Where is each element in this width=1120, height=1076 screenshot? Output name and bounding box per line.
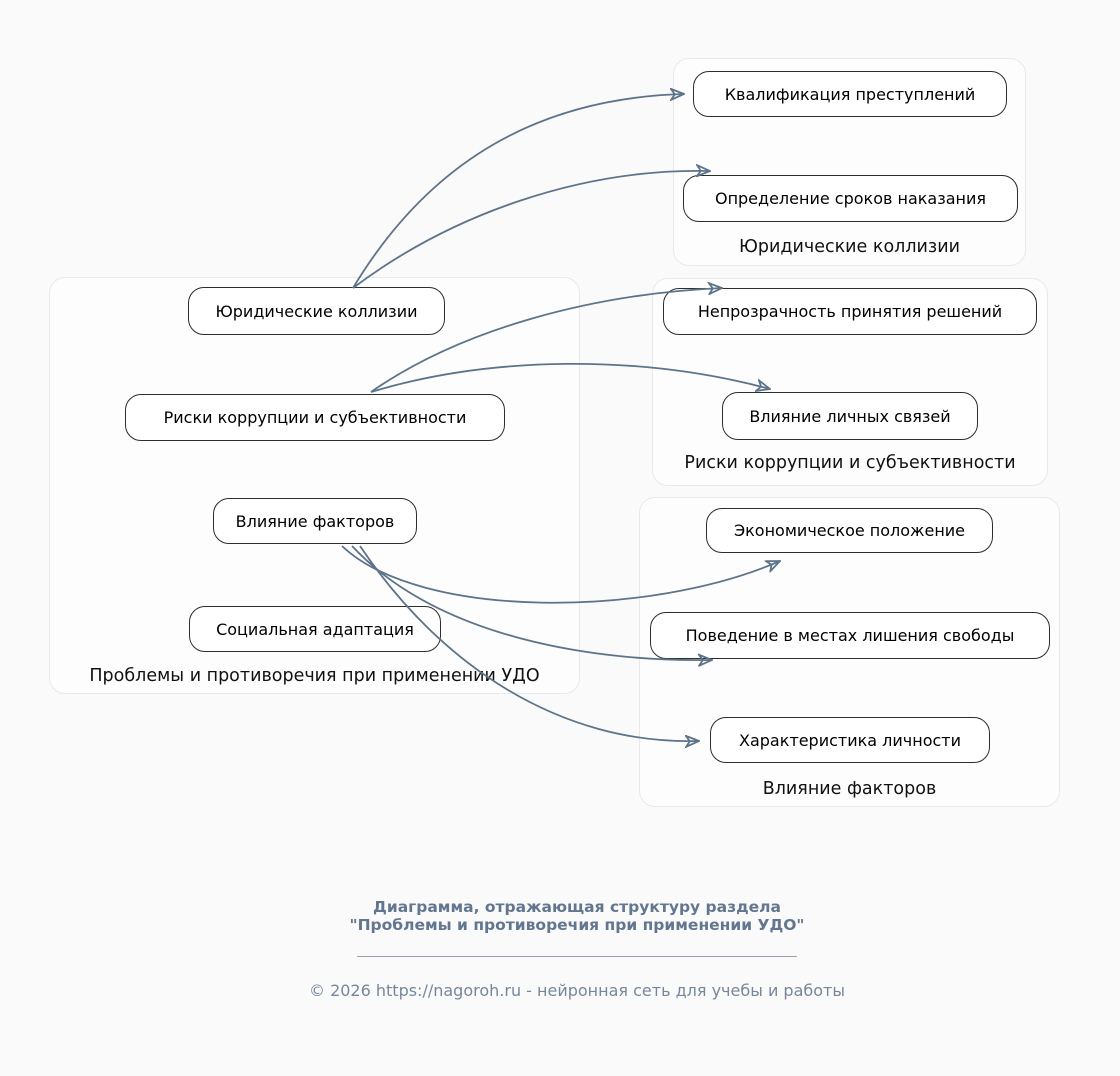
- node-sentencing-terms: Определение сроков наказания: [683, 175, 1018, 222]
- node-legal-collisions: Юридические коллизии: [188, 287, 445, 335]
- node-corruption-risks: Риски коррупции и субъективности: [125, 394, 505, 441]
- node-social-adaptation: Социальная адаптация: [189, 606, 441, 652]
- node-opaque-decisions: Непрозрачность принятия решений: [663, 288, 1037, 335]
- node-influence-factors: Влияние факторов: [213, 498, 417, 544]
- group-label-problems: Проблемы и противоречия при применении УДО: [89, 666, 540, 686]
- node-prison-behavior: Поведение в местах лишения свободы: [650, 612, 1050, 659]
- node-crime-qualification: Квалификация преступлений: [693, 71, 1007, 117]
- footer-divider: [357, 956, 797, 957]
- footer-title: [34, 899, 1120, 934]
- node-personality: Характеристика личности: [710, 717, 990, 763]
- group-label-corruption-risks: Риски коррупции и субъективности: [684, 453, 1016, 473]
- footer-copyright: © 2026 https://nagoroh.ru - нейронная сеть для учебы и работы: [308, 981, 845, 1000]
- edge-legal-collisions-to-crime-qualification: [353, 94, 684, 288]
- group-label-legal-collisions: Юридические коллизии: [739, 237, 960, 257]
- node-economic-status: Экономическое положение: [706, 508, 993, 553]
- edge-legal-collisions-to-sentencing-terms: [353, 171, 710, 288]
- footer-title-line1: Диаграмма, отражающая структуру раздела: [373, 898, 781, 916]
- node-personal-connections: Влияние личных связей: [722, 392, 978, 440]
- group-label-influence-factors: Влияние факторов: [762, 779, 937, 799]
- footer-title-line2: "Проблемы и противоречия при применении УДО": [349, 915, 805, 934]
